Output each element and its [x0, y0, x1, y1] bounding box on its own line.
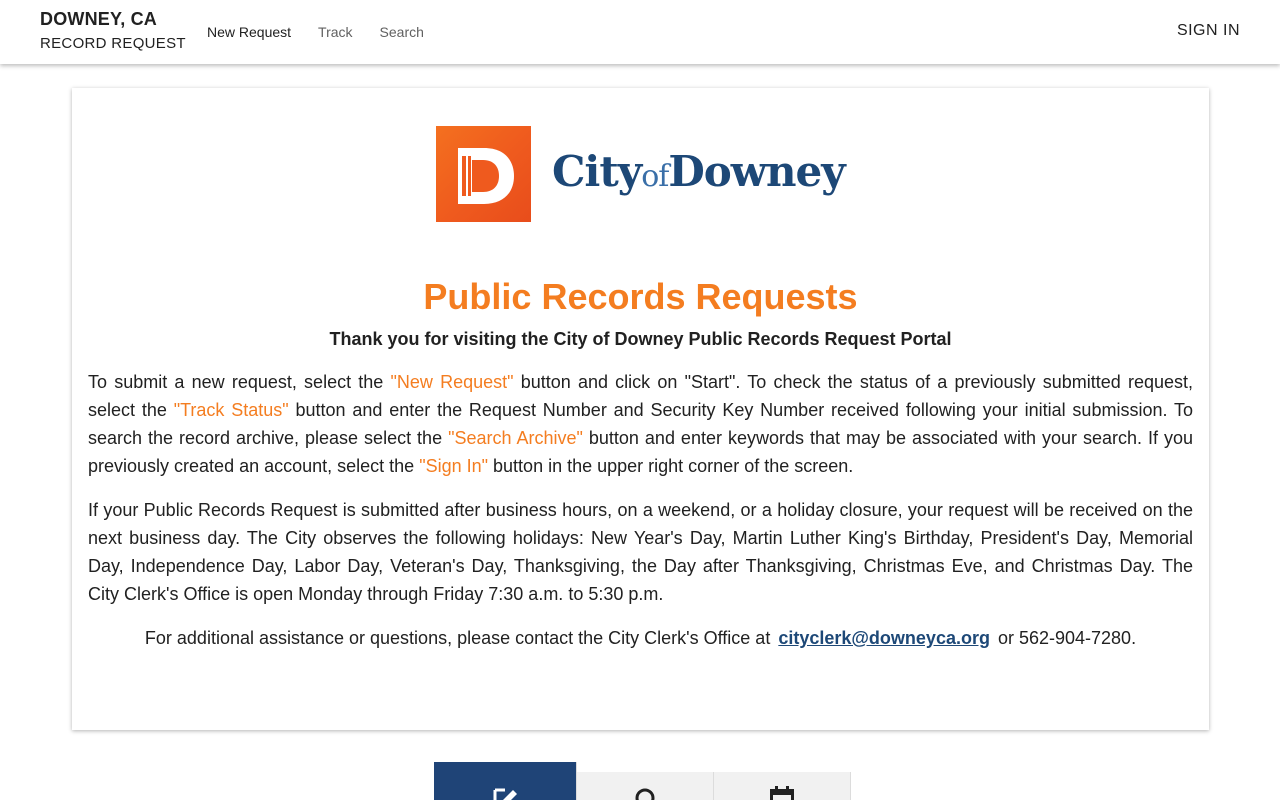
- logo-text-city: City: [552, 147, 642, 196]
- main-nav: [207, 24, 451, 40]
- contact-text-before: For additional assistance or questions, please contact the City Clerk's Office at: [144, 628, 771, 648]
- email-link[interactable]: cityclerk@downeyca.org: [778, 628, 990, 648]
- search-icon: [633, 786, 657, 800]
- calendar-icon: [767, 786, 797, 800]
- sign-in-link[interactable]: "Sign In": [419, 456, 489, 476]
- search-tile[interactable]: [714, 772, 851, 800]
- instructions-text-2: button and click on "Start". To check the status of a previously submitted request, select the: [88, 372, 1193, 420]
- instructions-text-5: button in the upper right corner of the screen.: [488, 456, 854, 476]
- logo-mark-icon: [436, 126, 531, 222]
- page-title: Public Records Requests: [423, 276, 858, 317]
- nav-new-request[interactable]: New Request: [207, 24, 292, 40]
- logo-text-of: of: [641, 159, 669, 194]
- brand-subtitle: RECORD REQUEST: [40, 35, 186, 52]
- brand[interactable]: [40, 8, 186, 53]
- instructions-paragraph: [88, 368, 1193, 480]
- track-tile[interactable]: [577, 772, 714, 800]
- top-app-bar: [0, 0, 1280, 64]
- action-tiles: [434, 762, 851, 800]
- new-request-link[interactable]: "New Request": [390, 372, 514, 392]
- search-archive-link[interactable]: "Search Archive": [448, 428, 583, 448]
- holidays-paragraph: If your Public Records Request is submitted after business hours, on a weekend, or a holiday closure, your request will be received on the next business day. The City observes the following holidays: New Year's Day, Martin Luther King's Birthday, President's Day, Memorial Day, Independence Day, Labor Day, Veteran's Day, Thanksgiving, the Day after Thanksgiving, Christmas Eve, and Christmas Day. The City Clerk's Office is open Monday through Friday 7:30 a.m. to 5:30 p.m.: [88, 500, 1193, 604]
- brand-city: DOWNEY, CA: [40, 9, 158, 29]
- new-request-tile[interactable]: [434, 762, 577, 800]
- logo-wordmark: [552, 144, 845, 205]
- welcome-card: [72, 88, 1209, 730]
- contact-line: [72, 624, 1209, 652]
- nav-search[interactable]: Search: [379, 24, 424, 40]
- instructions-text-3: button and enter the Request Number and Security Key Number received following your initial submission. To search the record archive, please select the: [88, 400, 1193, 448]
- sign-in-button[interactable]: SIGN IN: [1176, 22, 1240, 39]
- city-logo: [436, 126, 856, 222]
- page-subtitle: Thank you for visiting the City of Downey Public Records Request Portal: [329, 329, 952, 349]
- contact-text-after: or 562-904-7280.: [997, 628, 1137, 648]
- instructions-text-4: button and enter keywords that may be associated with your search. If you previously created an account, select the: [88, 428, 1193, 476]
- instructions-text-1: To submit a new request, select the: [88, 372, 391, 392]
- pencil-icon: [491, 786, 519, 800]
- track-status-link[interactable]: "Track Status": [173, 400, 289, 420]
- logo-text-downey: Downey: [668, 147, 845, 196]
- nav-track[interactable]: Track: [318, 24, 353, 40]
